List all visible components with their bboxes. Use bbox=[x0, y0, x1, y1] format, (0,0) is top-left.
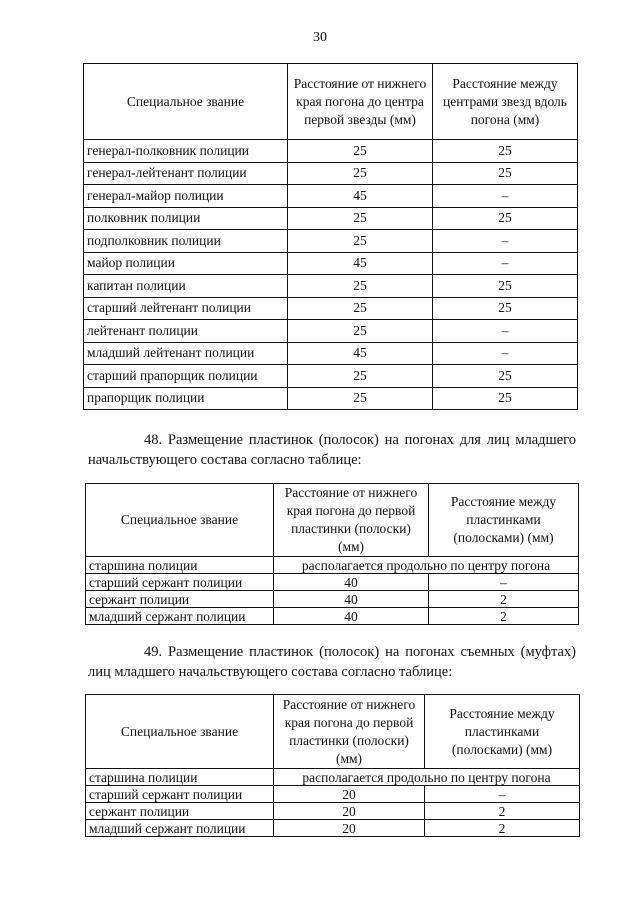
rank-cell: лейтенант полиции bbox=[84, 320, 288, 343]
paragraph-48 bbox=[88, 430, 576, 470]
rank-cell: генерал-майор полиции bbox=[84, 185, 288, 208]
header-rank: Специальное звание bbox=[86, 484, 274, 557]
header-distance-first: Расстояние от нижнего края погона до первой пластинки (полоски) (мм) bbox=[274, 484, 429, 557]
rank-cell: старший лейтенант полиции bbox=[84, 297, 288, 320]
distance-between-cell: 25 bbox=[433, 162, 578, 185]
distance-between-cell: 25 bbox=[433, 275, 578, 298]
distance-first-cell: 25 bbox=[288, 297, 433, 320]
rank-cell: сержант полиции bbox=[86, 591, 274, 608]
distance-first-cell: 45 bbox=[288, 342, 433, 365]
rank-cell: генерал-полковник полиции bbox=[84, 140, 288, 163]
table-row bbox=[84, 342, 578, 365]
table-body bbox=[86, 786, 580, 837]
distance-first-cell: 25 bbox=[288, 387, 433, 410]
distance-between-cell: 2 bbox=[429, 608, 579, 625]
rank-cell: генерал-лейтенант полиции bbox=[84, 162, 288, 185]
distance-between-cell: 25 bbox=[433, 207, 578, 230]
distance-first-cell: 45 bbox=[288, 252, 433, 275]
rank-cell: младший сержант полиции bbox=[86, 608, 274, 625]
table-row bbox=[86, 786, 580, 803]
table-row bbox=[84, 207, 578, 230]
table-body bbox=[86, 769, 580, 786]
paragraph-48-line-1: 48. Размещение пластинок (полосок) на погонах для лиц младшего bbox=[144, 432, 576, 448]
distance-first-cell: 25 bbox=[288, 365, 433, 388]
header-rank: Специальное звание bbox=[84, 64, 288, 140]
distance-first-cell: 40 bbox=[274, 574, 429, 591]
rank-cell: старший сержант полиции bbox=[86, 574, 274, 591]
distance-between-cell: 25 bbox=[433, 297, 578, 320]
table-row bbox=[86, 803, 580, 820]
distance-first-cell: 25 bbox=[288, 275, 433, 298]
distance-first-cell: 20 bbox=[274, 803, 425, 820]
table-body bbox=[84, 140, 578, 410]
rank-cell: старший сержант полиции bbox=[86, 786, 274, 803]
table-row bbox=[86, 557, 579, 574]
rank-cell: старшина полиции bbox=[86, 769, 274, 786]
table-row bbox=[84, 230, 578, 253]
table-row bbox=[84, 365, 578, 388]
paragraph-49-line-1: 49. Размещение пластинок (полосок) на погонах съемных (муфтах) bbox=[144, 644, 576, 660]
distance-first-cell: 25 bbox=[288, 230, 433, 253]
distance-first-cell: 25 bbox=[288, 162, 433, 185]
distance-between-cell: 2 bbox=[425, 820, 580, 837]
merged-placement-cell: располагается продольно по центру погона bbox=[274, 557, 579, 574]
distance-between-cell: – bbox=[433, 252, 578, 275]
distance-first-cell: 45 bbox=[288, 185, 433, 208]
rank-cell: полковник полиции bbox=[84, 207, 288, 230]
rank-cell: старший прапорщик полиции bbox=[84, 365, 288, 388]
distance-between-cell: – bbox=[433, 230, 578, 253]
distance-between-cell: 25 bbox=[433, 387, 578, 410]
distance-between-cell: – bbox=[425, 786, 580, 803]
rank-cell: капитан полиции bbox=[84, 275, 288, 298]
table-body bbox=[86, 557, 579, 574]
distance-first-cell: 25 bbox=[288, 140, 433, 163]
distance-between-cell: 25 bbox=[433, 365, 578, 388]
rank-cell: старшина полиции bbox=[86, 557, 274, 574]
table-row bbox=[86, 769, 580, 786]
distance-first-cell: 25 bbox=[288, 320, 433, 343]
header-distance-between: Расстояние между пластинками (полосками) (мм) bbox=[425, 695, 580, 769]
rank-cell: сержант полиции bbox=[86, 803, 274, 820]
table-row bbox=[84, 162, 578, 185]
header-rank: Специальное звание bbox=[86, 695, 274, 769]
header-distance-first: Расстояние от нижнего края погона до первой пластинки (полоски) (мм) bbox=[274, 695, 425, 769]
merged-placement-cell: располагается продольно по центру погона bbox=[274, 769, 580, 786]
distance-first-cell: 20 bbox=[274, 786, 425, 803]
paragraph-49-line-2: лиц младшего начальствующего состава согласно таблице: bbox=[88, 664, 453, 680]
rank-cell: подполковник полиции bbox=[84, 230, 288, 253]
distance-first-cell: 40 bbox=[274, 608, 429, 625]
distance-between-cell: 2 bbox=[429, 591, 579, 608]
distance-first-cell: 25 bbox=[288, 207, 433, 230]
table-row bbox=[84, 320, 578, 343]
distance-between-cell: 25 bbox=[433, 140, 578, 163]
table-row bbox=[84, 275, 578, 298]
table-row bbox=[86, 608, 579, 625]
rank-cell: младший лейтенант полиции bbox=[84, 342, 288, 365]
distance-between-cell: – bbox=[433, 342, 578, 365]
distance-between-cell: – bbox=[433, 185, 578, 208]
rank-cell: майор полиции bbox=[84, 252, 288, 275]
table-row bbox=[84, 297, 578, 320]
table-body bbox=[86, 574, 579, 625]
header-distance-first: Расстояние от нижнего края погона до центра первой звезды (мм) bbox=[288, 64, 433, 140]
plates-placement-table bbox=[85, 483, 579, 625]
header-distance-between: Расстояние между центрами звезд вдоль погона (мм) bbox=[433, 64, 578, 140]
paragraph-48-line-2: начальствующего состава согласно таблице: bbox=[88, 452, 362, 468]
distance-between-cell: 2 bbox=[425, 803, 580, 820]
distance-first-cell: 40 bbox=[274, 591, 429, 608]
rank-cell: прапорщик полиции bbox=[84, 387, 288, 410]
distance-first-cell: 20 bbox=[274, 820, 425, 837]
rank-cell: младший сержант полиции bbox=[86, 820, 274, 837]
stars-placement-table bbox=[83, 63, 578, 410]
paragraph-49 bbox=[88, 642, 576, 682]
table-row bbox=[84, 140, 578, 163]
table-row bbox=[84, 252, 578, 275]
table-row bbox=[86, 574, 579, 591]
header-distance-between: Расстояние между пластинками (полосками) (мм) bbox=[429, 484, 579, 557]
distance-between-cell: – bbox=[433, 320, 578, 343]
table-row bbox=[84, 387, 578, 410]
table-row bbox=[84, 185, 578, 208]
table-row bbox=[86, 591, 579, 608]
distance-between-cell: – bbox=[429, 574, 579, 591]
removable-plates-placement-table bbox=[85, 694, 580, 837]
table-row bbox=[86, 820, 580, 837]
page-number: 30 bbox=[313, 30, 327, 45]
